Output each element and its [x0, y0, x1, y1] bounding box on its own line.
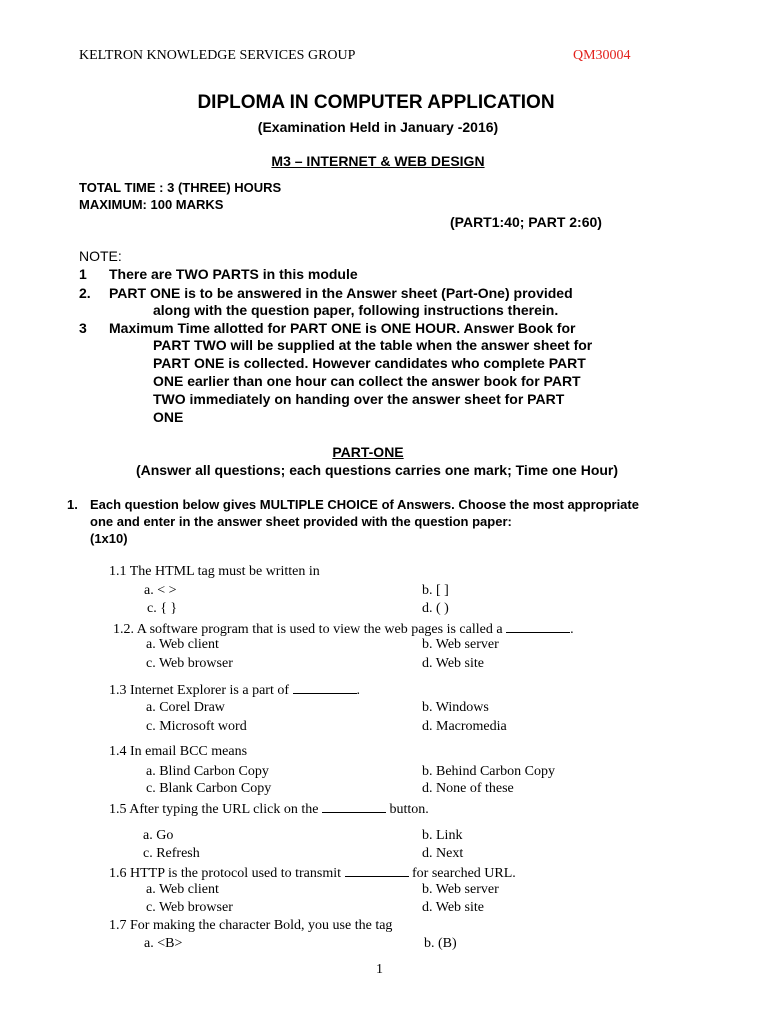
question-text	[109, 864, 516, 882]
option-a: a. <B>	[144, 936, 183, 951]
section-instructions-line: Each question below gives MULTIPLE CHOICE of Answers. Choose the most appropriate	[90, 497, 639, 512]
answer-blank	[506, 620, 570, 633]
total-time: TOTAL TIME : 3 (THREE) HOURS	[79, 180, 282, 195]
module-title: M3 – INTERNET & WEB DESIGN	[271, 153, 485, 169]
page-number: 1	[376, 962, 383, 977]
question-text-end: .	[356, 683, 360, 698]
option-b: b. [ ]	[422, 583, 449, 598]
option-b: b. (B)	[424, 936, 457, 951]
option-d: d. Web site	[422, 900, 484, 915]
option-a: a. Corel Draw	[146, 700, 225, 715]
option-d: d. Next	[422, 846, 464, 861]
question-text: 1.7 For making the character Bold, you use the tag	[109, 918, 393, 933]
part-one-heading: PART-ONE	[332, 444, 404, 460]
question-text-start: 1.3 Internet Explorer is a part of	[109, 683, 293, 698]
exam-title: DIPLOMA IN COMPUTER APPLICATION	[197, 92, 555, 113]
option-d: d. ( )	[422, 601, 449, 616]
option-b: b. Web server	[422, 882, 499, 897]
paper-code: QM30004	[573, 48, 631, 63]
note-number: 1	[79, 266, 87, 282]
question-text-end: for searched URL.	[408, 866, 516, 881]
note-line: ONE	[153, 409, 184, 425]
question-text-end: button.	[385, 802, 429, 817]
option-c: c. Blank Carbon Copy	[146, 781, 272, 796]
option-c: c. { }	[147, 601, 178, 616]
option-a: a. Web client	[146, 637, 219, 652]
note-line: PART ONE is collected. However candidates who complete PART	[153, 355, 586, 371]
option-d: d. None of these	[422, 781, 514, 796]
section-marks: (1x10)	[90, 531, 128, 546]
question-text-end: .	[570, 622, 574, 637]
note-line: ONE earlier than one hour can collect the answer book for PART	[153, 373, 581, 389]
question-text-start: 1.2. A software program that is used to view the web pages is called a	[113, 622, 507, 637]
option-c: c. Microsoft word	[146, 719, 247, 734]
answer-blank	[293, 681, 357, 694]
section-number: 1.	[67, 497, 78, 512]
question-text: 1.1 The HTML tag must be written in	[109, 564, 320, 579]
note-line: Maximum Time allotted for PART ONE is ONE HOUR. Answer Book for	[109, 320, 576, 336]
option-a: a. Web client	[146, 882, 219, 897]
answer-blank	[322, 800, 386, 813]
question-text: 1.4 In email BCC means	[109, 744, 248, 759]
question-text	[113, 620, 574, 638]
option-c: c. Refresh	[143, 846, 200, 861]
option-b: b. Web server	[422, 637, 499, 652]
option-a: a. < >	[144, 583, 177, 598]
note-number: 2.	[79, 285, 91, 301]
question-text	[109, 800, 429, 818]
section-instructions-line: one and enter in the answer sheet provided with the question paper:	[90, 514, 512, 529]
option-d: d. Web site	[422, 656, 484, 671]
option-d: d. Macromedia	[422, 719, 507, 734]
question-text-start: 1.6 HTTP is the protocol used to transmit	[109, 866, 345, 881]
option-b: b. Link	[422, 828, 463, 843]
option-c: c. Web browser	[146, 900, 233, 915]
option-c: c. Web browser	[146, 656, 233, 671]
max-marks: MAXIMUM: 100 MARKS	[79, 197, 224, 212]
part-one-instructions: (Answer all questions; each questions carries one mark; Time one Hour)	[135, 462, 619, 478]
question-text	[109, 681, 360, 699]
option-b: b. Behind Carbon Copy	[422, 764, 555, 779]
note-number: 3	[79, 320, 87, 336]
organization-name: KELTRON KNOWLEDGE SERVICES GROUP	[79, 48, 356, 63]
note-line: TWO immediately on handing over the answer sheet for PART	[153, 391, 565, 407]
option-a: a. Blind Carbon Copy	[146, 764, 269, 779]
marks-split: (PART1:40; PART 2:60)	[450, 214, 602, 230]
answer-blank	[345, 864, 409, 877]
note-heading: NOTE:	[79, 248, 122, 264]
note-line: along with the question paper, following instructions therein.	[153, 302, 559, 318]
note-line: PART TWO will be supplied at the table when the answer sheet for	[153, 337, 593, 353]
option-a: a. Go	[143, 828, 174, 843]
option-b: b. Windows	[422, 700, 489, 715]
note-line: PART ONE is to be answered in the Answer sheet (Part-One) provided	[109, 285, 573, 301]
exam-held: (Examination Held in January -2016)	[257, 119, 499, 135]
question-text-start: 1.5 After typing the URL click on the	[109, 802, 322, 817]
note-line: There are TWO PARTS in this module	[109, 266, 358, 282]
